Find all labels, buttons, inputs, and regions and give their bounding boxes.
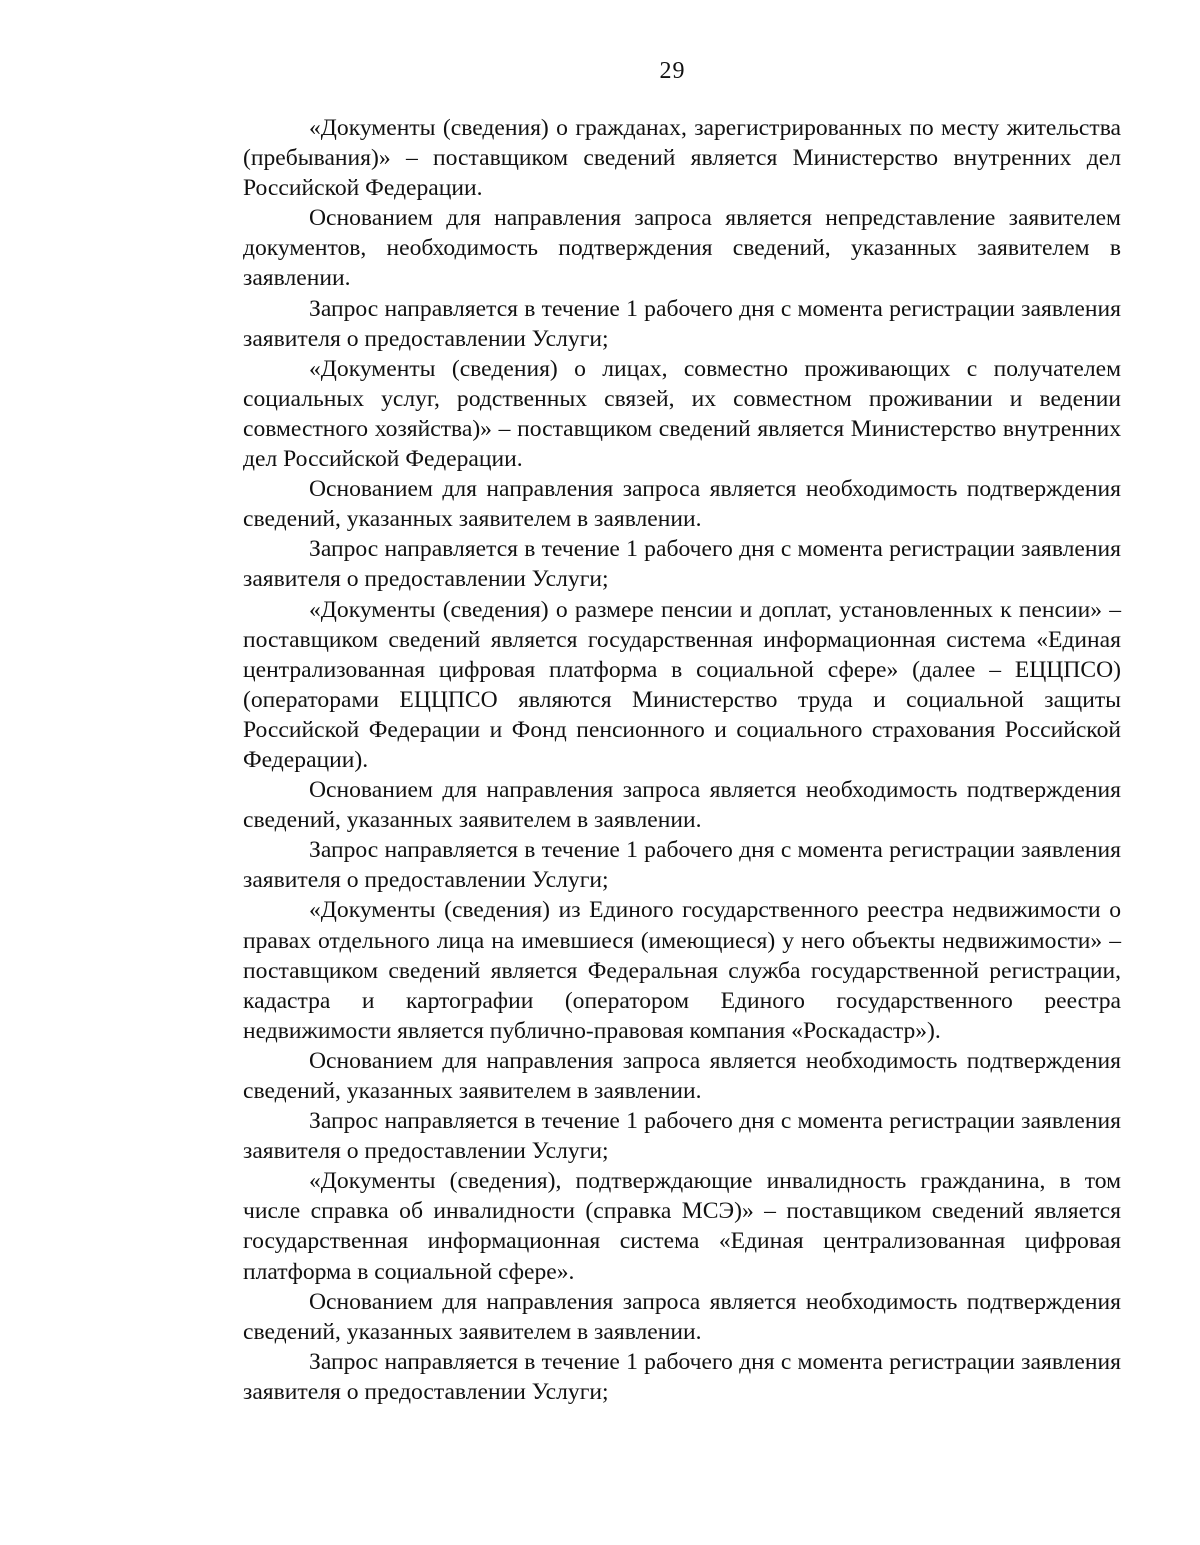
paragraph-12: Запрос направляется в течение 1 рабочего дня с момента регистрации заявления заявителя о предоставлении Услуги; xyxy=(243,1108,1121,1165)
paragraph-13: «Документы (сведения), подтверждающие инвалидность гражданина, в том числе справка об инвалидности (справка МСЭ)» – поставщиком сведений является государственная информационная система «Единая централизованная цифровая платформа в социальной сфере». xyxy=(243,1168,1121,1285)
paragraph-10: «Документы (сведения) из Единого государственного реестра недвижимости о правах отдельного лица на имевшиеся (имеющиеся) у него объекты недвижимости» – поставщиком сведений является Федеральная служба государственной регистрации, кадастра и картографии (оператором Единого государственного реестра недвижимости является публично-правовая компания «Роскадастр»). xyxy=(243,897,1121,1044)
paragraph-1: «Документы (сведения) о гражданах, зарегистрированных по месту жительства (пребывания)» – поставщиком сведений является Министерство внутренних дел Российской Федерации. xyxy=(243,115,1121,202)
paragraph-11: Основанием для направления запроса является необходимость подтверждения сведений, указанных заявителем в заявлении. xyxy=(243,1047,1121,1104)
document-body xyxy=(243,113,1121,1407)
paragraph-7: «Документы (сведения) о размере пенсии и доплат, установленных к пенсии» – поставщиком сведений является государственная информационная система «Единая централизованная цифровая платформа в социальной сфере» (далее – ЕЦЦПСО) (операторами ЕЦЦПСО являются Министерство труда и социальной защиты Российской Федерации и Фонд пенсионного и социального страхования Российской Федерации). xyxy=(243,596,1121,773)
paragraph-2: Основанием для направления запроса является непредставление заявителем документов, необходимость подтверждения сведений, указанных заявителем в заявлении. xyxy=(243,205,1121,292)
paragraph-14: Основанием для направления запроса является необходимость подтверждения сведений, указанных заявителем в заявлении. xyxy=(243,1288,1121,1345)
paragraph-9: Запрос направляется в течение 1 рабочего дня с момента регистрации заявления заявителя о предоставлении Услуги; xyxy=(243,837,1121,894)
paragraph-3: Запрос направляется в течение 1 рабочего дня с момента регистрации заявления заявителя о предоставлении Услуги; xyxy=(243,295,1121,352)
paragraph-4: «Документы (сведения) о лицах, совместно проживающих с получателем социальных услуг, родственных связей, их совместном проживании и ведении совместного хозяйства)» – поставщиком сведений является Министерство внутренних дел Российской Федерации. xyxy=(243,355,1121,473)
paragraph-15: Запрос направляется в течение 1 рабочего дня с момента регистрации заявления заявителя о предоставлении Услуги; xyxy=(243,1348,1121,1405)
paragraph-5: Основанием для направления запроса является необходимость подтверждения сведений, указанных заявителем в заявлении. xyxy=(243,476,1121,533)
paragraph-6: Запрос направляется в течение 1 рабочего дня с момента регистрации заявления заявителя о предоставлении Услуги; xyxy=(243,536,1121,593)
paragraph-8: Основанием для направления запроса является необходимость подтверждения сведений, указанных заявителем в заявлении. xyxy=(243,777,1121,834)
page-number: 29 xyxy=(659,58,686,84)
